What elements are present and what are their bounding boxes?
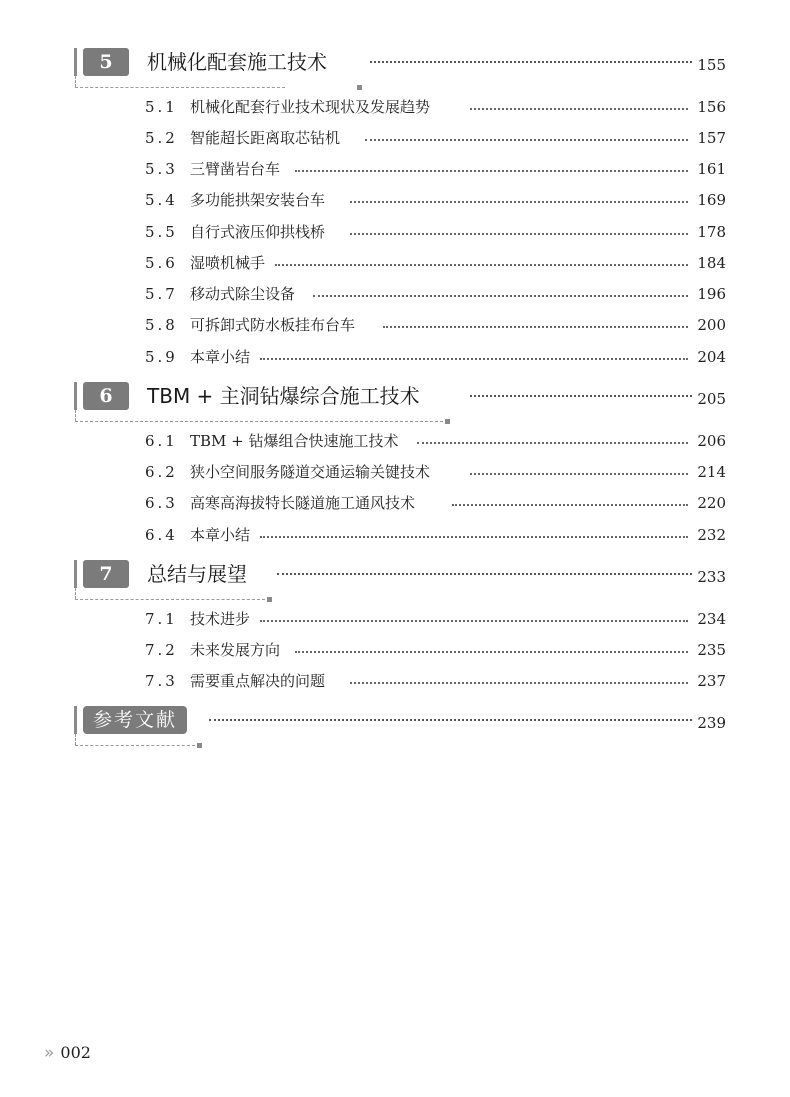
toc-entry: [145, 283, 726, 305]
dot-leader: [470, 108, 688, 110]
section-title: 智能超长距离取芯钻机: [190, 129, 341, 147]
heading-accent-bar: [74, 382, 77, 410]
toc-entry: [145, 639, 726, 661]
section-number: 6.1: [145, 432, 178, 450]
section-number: 7.3: [145, 672, 178, 690]
section-title: 本章小结: [190, 526, 251, 544]
toc-entry: [145, 346, 726, 368]
toc-entry: [145, 524, 726, 546]
section-title: 需要重点解决的问题: [190, 672, 326, 690]
heading-dashed-border: [75, 76, 76, 87]
toc-entry: [145, 221, 726, 243]
section-page-number: 169: [697, 191, 726, 209]
section-page-number: 178: [697, 223, 726, 241]
section-title: 狭小空间服务隧道交通运输关键技术: [190, 463, 431, 481]
section-page-number: 235: [697, 641, 726, 659]
double-chevron-right-icon: »: [44, 1043, 55, 1063]
section-page-number: 156: [697, 98, 726, 116]
heading-corner-marker: [357, 85, 362, 90]
references-heading: [74, 703, 726, 747]
section-title: 湿喷机械手: [190, 254, 266, 272]
section-number: 6.3: [145, 494, 178, 512]
section-page-number: 237: [697, 672, 726, 690]
section-page-number: 204: [697, 348, 726, 366]
heading-accent-bar: [74, 48, 77, 76]
section-title: TBM + 钻爆组合快速施工技术: [190, 432, 399, 450]
heading-corner-marker: [267, 597, 272, 602]
dot-leader: [350, 201, 688, 203]
chapter-number-badge: 7: [83, 560, 129, 588]
heading-corner-marker: [445, 419, 450, 424]
toc-entry: [145, 96, 726, 118]
footer-page-number: 002: [60, 1043, 91, 1062]
section-title: 高寒高海拔特长隧道施工通风技术: [190, 494, 416, 512]
dot-leader: [365, 139, 688, 141]
section-page-number: 232: [697, 526, 726, 544]
chapter-title: 机械化配套施工技术: [147, 50, 327, 74]
heading-accent-bar: [74, 706, 77, 734]
section-title: 机械化配套行业技术现状及发展趋势: [190, 98, 431, 116]
chapter-page-number: 233: [697, 568, 726, 586]
section-number: 5.4: [145, 191, 178, 209]
section-title: 技术进步: [190, 610, 251, 628]
section-title: 多功能拱架安装台车: [190, 191, 326, 209]
section-page-number: 161: [697, 160, 726, 178]
dot-leader: [260, 536, 688, 538]
heading-corner-marker: [197, 743, 202, 748]
references-page-number: 239: [697, 714, 726, 732]
heading-dashed-underline: [75, 87, 285, 88]
section-title: 三臂凿岩台车: [190, 160, 281, 178]
section-page-number: 200: [697, 316, 726, 334]
dot-leader: [470, 473, 688, 475]
heading-dashed-underline: [75, 421, 443, 422]
section-title: 本章小结: [190, 348, 251, 366]
section-number: 5.7: [145, 285, 178, 303]
section-title: 可拆卸式防水板挂布台车: [190, 316, 356, 334]
dot-leader: [260, 620, 688, 622]
toc-entry: [145, 252, 726, 274]
section-page-number: 214: [697, 463, 726, 481]
section-number: 5.2: [145, 129, 178, 147]
section-number: 6.4: [145, 526, 178, 544]
dot-leader: [370, 61, 692, 63]
section-number: 5.1: [145, 98, 178, 116]
dot-leader: [295, 170, 688, 172]
toc-entry: [145, 127, 726, 149]
chapter-number-badge: 6: [83, 382, 129, 410]
dot-leader: [277, 573, 692, 575]
section-page-number: 157: [697, 129, 726, 147]
section-title: 未来发展方向: [190, 641, 281, 659]
section-page-number: 234: [697, 610, 726, 628]
dot-leader: [260, 358, 688, 360]
section-title: 自行式液压仰拱栈桥: [190, 223, 326, 241]
dot-leader: [350, 682, 688, 684]
toc-entry: [145, 670, 726, 692]
heading-dashed-border: [75, 588, 76, 599]
chapter-title: TBM + 主洞钻爆综合施工技术: [147, 384, 420, 408]
heading-dashed-border: [75, 410, 76, 421]
section-page-number: 206: [697, 432, 726, 450]
dot-leader: [350, 233, 688, 235]
section-page-number: 220: [697, 494, 726, 512]
chapter-5-heading: [74, 45, 726, 89]
dot-leader: [452, 504, 688, 506]
dot-leader: [209, 719, 692, 721]
heading-dashed-underline: [75, 599, 265, 600]
dot-leader: [417, 442, 688, 444]
toc-entry: [145, 189, 726, 211]
heading-dashed-underline: [75, 745, 195, 746]
heading-accent-bar: [74, 560, 77, 588]
section-number: 7.1: [145, 610, 178, 628]
section-number: 5.5: [145, 223, 178, 241]
chapter-number-badge: 5: [83, 48, 129, 76]
section-number: 5.8: [145, 316, 178, 334]
chapter-page-number: 205: [697, 390, 726, 408]
dot-leader: [275, 264, 688, 266]
toc-entry: [145, 461, 726, 483]
page-footer: [44, 1043, 91, 1063]
toc-entry: [145, 492, 726, 514]
references-badge: 参考文献: [83, 706, 187, 734]
toc-entry: [145, 608, 726, 630]
toc-entry: [145, 430, 726, 452]
dot-leader: [383, 326, 688, 328]
section-number: 7.2: [145, 641, 178, 659]
section-number: 6.2: [145, 463, 178, 481]
section-number: 5.3: [145, 160, 178, 178]
toc-entry: [145, 158, 726, 180]
chapter-7-heading: [74, 557, 726, 601]
chapter-6-heading: [74, 379, 726, 423]
section-title: 移动式除尘设备: [190, 285, 296, 303]
heading-dashed-border: [75, 734, 76, 745]
dot-leader: [313, 295, 688, 297]
section-page-number: 196: [697, 285, 726, 303]
chapter-page-number: 155: [697, 56, 726, 74]
chapter-title: 总结与展望: [147, 562, 247, 586]
dot-leader: [295, 651, 688, 653]
dot-leader: [470, 395, 692, 397]
section-number: 5.9: [145, 348, 178, 366]
section-page-number: 184: [697, 254, 726, 272]
section-number: 5.6: [145, 254, 178, 272]
toc-entry: [145, 314, 726, 336]
